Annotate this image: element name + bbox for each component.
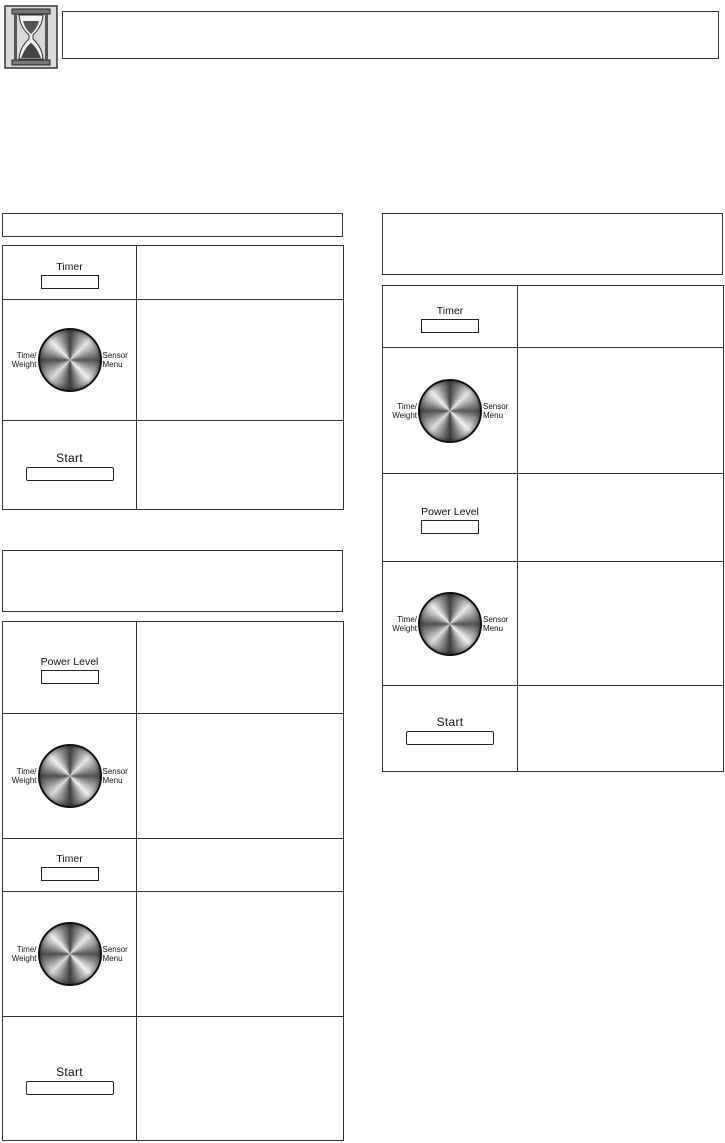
- step-text-cell: [137, 1017, 344, 1141]
- section-title-box-3: [382, 213, 723, 275]
- steps-table-3: [382, 285, 724, 772]
- step-control-cell: [3, 421, 137, 510]
- step-text-cell: [518, 686, 724, 772]
- start-button-rect[interactable]: [26, 467, 114, 481]
- section-title-box-2: [2, 550, 343, 612]
- timer-button[interactable]: [41, 853, 99, 881]
- step-control-cell: [3, 839, 137, 892]
- dial-control[interactable]: [387, 379, 513, 443]
- start-button[interactable]: [26, 451, 114, 481]
- step-text-cell: [137, 892, 344, 1017]
- dial-left-label: Time/ Weight: [392, 401, 417, 420]
- dial-left-label: Time/ Weight: [11, 945, 37, 963]
- start-button-label: Start: [56, 1064, 83, 1079]
- step-text-cell: [137, 246, 344, 300]
- step-text-cell: [518, 286, 724, 348]
- dial-right-label: Sensor Menu: [102, 351, 128, 369]
- timer-button-rect[interactable]: [41, 275, 99, 289]
- timer-button-rect[interactable]: [421, 319, 479, 333]
- step-control-cell: [3, 246, 137, 300]
- power-level-button[interactable]: [421, 506, 479, 534]
- dial-control[interactable]: [7, 328, 133, 392]
- step-control-cell: [3, 714, 137, 839]
- step-control-cell: [3, 622, 137, 714]
- timer-button-label: Timer: [56, 260, 83, 273]
- step-control-cell: [3, 300, 137, 421]
- step-control-cell: [383, 348, 518, 474]
- start-button[interactable]: [406, 715, 494, 745]
- step-text-cell: [518, 562, 724, 686]
- step-text-cell: [137, 622, 344, 714]
- timer-button-label: Timer: [56, 853, 83, 865]
- dial-control[interactable]: [7, 922, 133, 986]
- dial-right-label: Sensor Menu: [483, 401, 509, 420]
- start-button[interactable]: [26, 1065, 114, 1095]
- power-level-button-rect[interactable]: [421, 520, 479, 534]
- step-text-cell: [518, 474, 724, 562]
- step-text-cell: [518, 348, 724, 474]
- section-title-box-1: [2, 213, 343, 237]
- timer-button[interactable]: [421, 305, 479, 333]
- power-level-button[interactable]: [41, 656, 99, 684]
- step-control-cell: [3, 1017, 137, 1141]
- dial-control[interactable]: [7, 744, 133, 808]
- power-level-button-label: Power Level: [421, 505, 479, 518]
- step-text-cell: [137, 300, 344, 421]
- step-text-cell: [137, 421, 344, 510]
- dial-knob[interactable]: [418, 592, 482, 656]
- dial-right-label: Sensor Menu: [102, 945, 128, 963]
- start-button-rect[interactable]: [26, 1081, 114, 1095]
- dial-control[interactable]: [387, 592, 513, 656]
- steps-table-1: [2, 245, 344, 510]
- step-control-cell: [383, 686, 518, 772]
- dial-right-label: Sensor Menu: [102, 767, 128, 785]
- steps-table-2: [2, 621, 344, 1141]
- hourglass-icon: [4, 5, 58, 69]
- dial-left-label: Time/ Weight: [392, 614, 417, 633]
- step-control-cell: [383, 474, 518, 562]
- dial-knob[interactable]: [418, 379, 482, 443]
- timer-button[interactable]: [41, 261, 99, 289]
- dial-knob[interactable]: [38, 922, 102, 986]
- step-control-cell: [3, 892, 137, 1017]
- start-button-label: Start: [436, 714, 464, 729]
- dial-left-label: Time/ Weight: [11, 767, 37, 785]
- power-level-button-rect[interactable]: [41, 670, 99, 684]
- timer-button-rect[interactable]: [41, 867, 99, 881]
- header-bar: [62, 11, 719, 59]
- step-control-cell: [383, 562, 518, 686]
- power-level-button-label: Power Level: [40, 655, 99, 668]
- dial-left-label: Time/ Weight: [11, 351, 37, 369]
- dial-knob[interactable]: [38, 328, 102, 392]
- start-button-label: Start: [56, 451, 83, 465]
- step-text-cell: [137, 714, 344, 839]
- dial-knob[interactable]: [38, 744, 102, 808]
- step-text-cell: [137, 839, 344, 892]
- dial-right-label: Sensor Menu: [483, 614, 509, 633]
- start-button-rect[interactable]: [406, 731, 494, 745]
- timer-button-label: Timer: [436, 304, 464, 317]
- step-control-cell: [383, 286, 518, 348]
